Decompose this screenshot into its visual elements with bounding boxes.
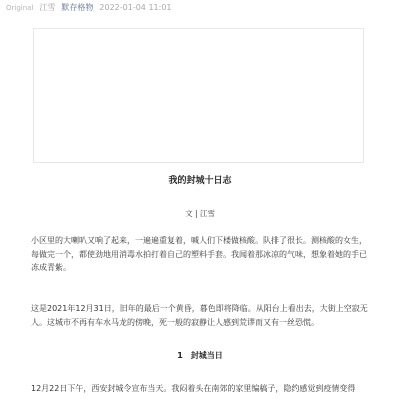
paragraph-2: 这是2021年12月31日，旧年的最后一个黄昏，暮色即将降临。从阳台上看出去，大街上空寂无人。这城市不再有车水马龙的傍晚，死一般的寂静让人感到荒谬而又有一丝恐慌。 xyxy=(31,304,368,327)
section-heading: 1 封城当日 xyxy=(177,351,223,360)
article-byline: 文 | 江雪 xyxy=(185,209,215,218)
cover-image-placeholder xyxy=(33,28,364,163)
author-name: 江雪 xyxy=(39,3,56,12)
article-meta xyxy=(6,3,172,13)
original-badge: Original xyxy=(6,4,34,12)
publish-date: 2022-01-04 11:01 xyxy=(99,3,172,12)
account-name-link[interactable]: 默存格物 xyxy=(61,3,94,12)
paragraph-3: 12月22日下午，西安封城令宣布当天。我闷着头在南郊的家里编稿子，隐约感觉到疫情变得 xyxy=(31,384,356,393)
article-title: 我的封城十日志 xyxy=(168,176,232,186)
paragraph-1: 小区里的大喇叭又响了起来，一遍遍重复着，喊人们下楼做核酸。队排了很长。测核酸的女生，每做完一个，都使劲地用消毒水拍打着自己的塑料手套。我闻着那冰凉的气味，想象着她的手已冻成青紫。 xyxy=(31,236,367,272)
